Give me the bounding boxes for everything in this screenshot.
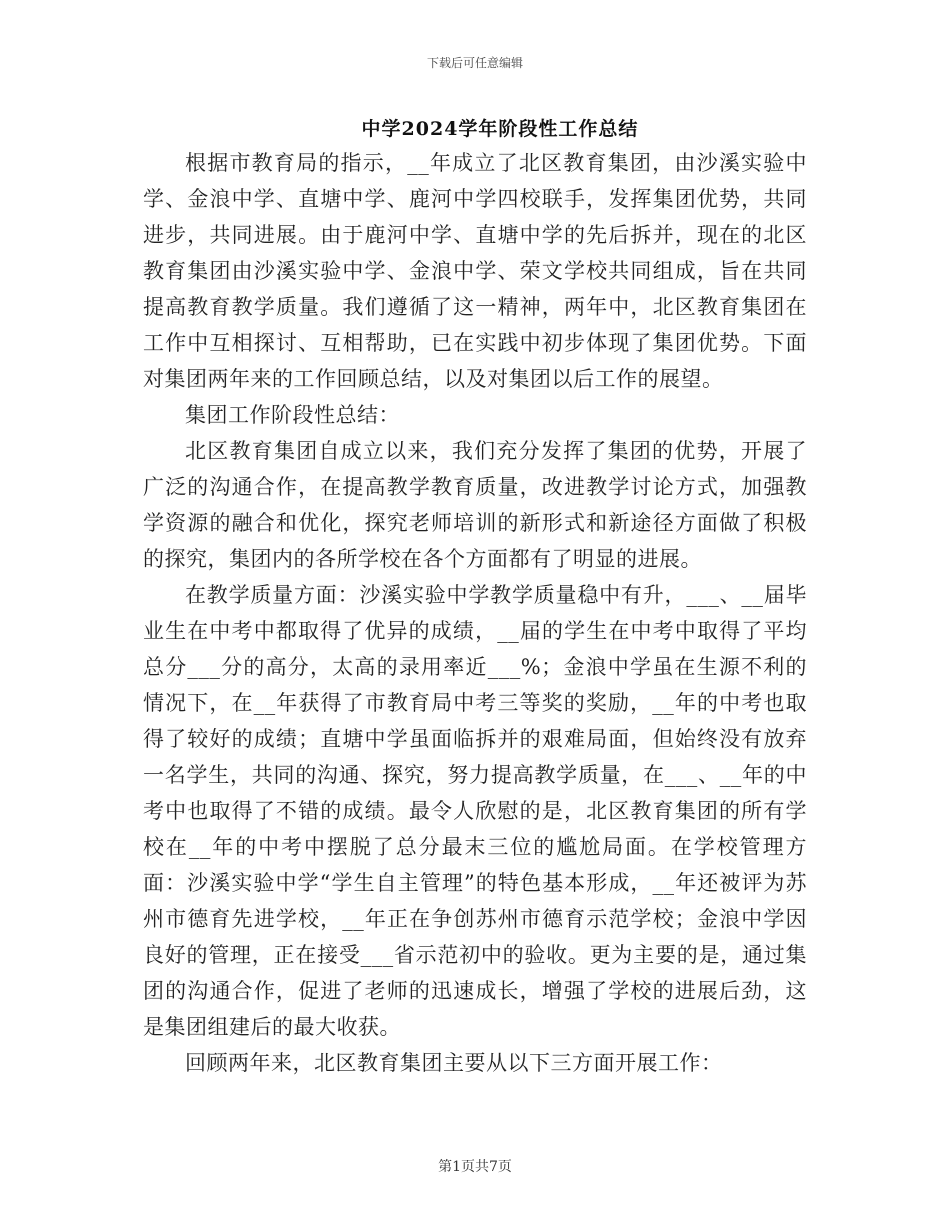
paragraph-overview: 北区教育集团自成立以来，我们充分发挥了集团的优势，开展了广泛的沟通合作，在提高教学教育质量，改进教学讨论方式，加强教学资源的融合和优化，探究老师培训的新形式和新途径方面做了积极的探究，集团内的各所学校在各个方面都有了明显的进展。 xyxy=(143,439,807,571)
document-title: 中学2024学年阶段性工作总结 xyxy=(361,118,639,140)
page-number: 第1页共7页 xyxy=(438,1159,512,1175)
paragraph-section-heading: 集团工作阶段性总结： xyxy=(185,403,400,427)
paragraph-teaching-quality: 在教学质量方面：沙溪实验中学教学质量稳中有升，___、__届毕业生在中考中都取得了优异的成绩，__届的学生在中考中取得了平均总分___分的高分，太高的录用率近___%；金浪中学虽在生源不利的情况下，在__年获得了市教育局中考三等奖的奖励，__年的中考也取得了较好的成绩；直塘中学虽面临拆并的艰难局面，但始终没有放弃一名学生，共同的沟通、探究，努力提高教学质量，在___、__年的中考中也取得了不错的成绩。最令人欣慰的是，北区教育集团的所有学校在__年的中考中摆脱了总分最末三位的尴尬局面。在学校管理方面：沙溪实验中学“学生自主管理”的特色基本形成，__年还被评为苏州市德育先进学校，__年正在争创苏州市德育示范学校；金浪中学因良好的管理，正在接受___省示范初中的验收。更为主要的是，通过集团的沟通合作，促进了老师的迅速成长，增强了学校的进展后劲，这是集团组建后的最大收获。 xyxy=(143,583,807,1039)
page-header-note: 下载后可任意编辑 xyxy=(426,56,523,70)
paragraph-review: 回顾两年来，北区教育集团主要从以下三方面开展工作： xyxy=(185,1051,723,1075)
document-body xyxy=(143,145,807,1081)
paragraph-intro: 根据市教育局的指示，__年成立了北区教育集团，由沙溪实验中学、金浪中学、直塘中学、鹿河中学四校联手，发挥集团优势，共同进步，共同进展。由于鹿河中学、直塘中学的先后拆并，现在的北区教育集团由沙溪实验中学、金浪中学、荣文学校共同组成，旨在共同提高教育教学质量。我们遵循了这一精神，两年中，北区教育集团在工作中互相探讨、互相帮助，已在实践中初步体现了集团优势。下面对集团两年来的工作回顾总结，以及对集团以后工作的展望。 xyxy=(143,151,807,391)
